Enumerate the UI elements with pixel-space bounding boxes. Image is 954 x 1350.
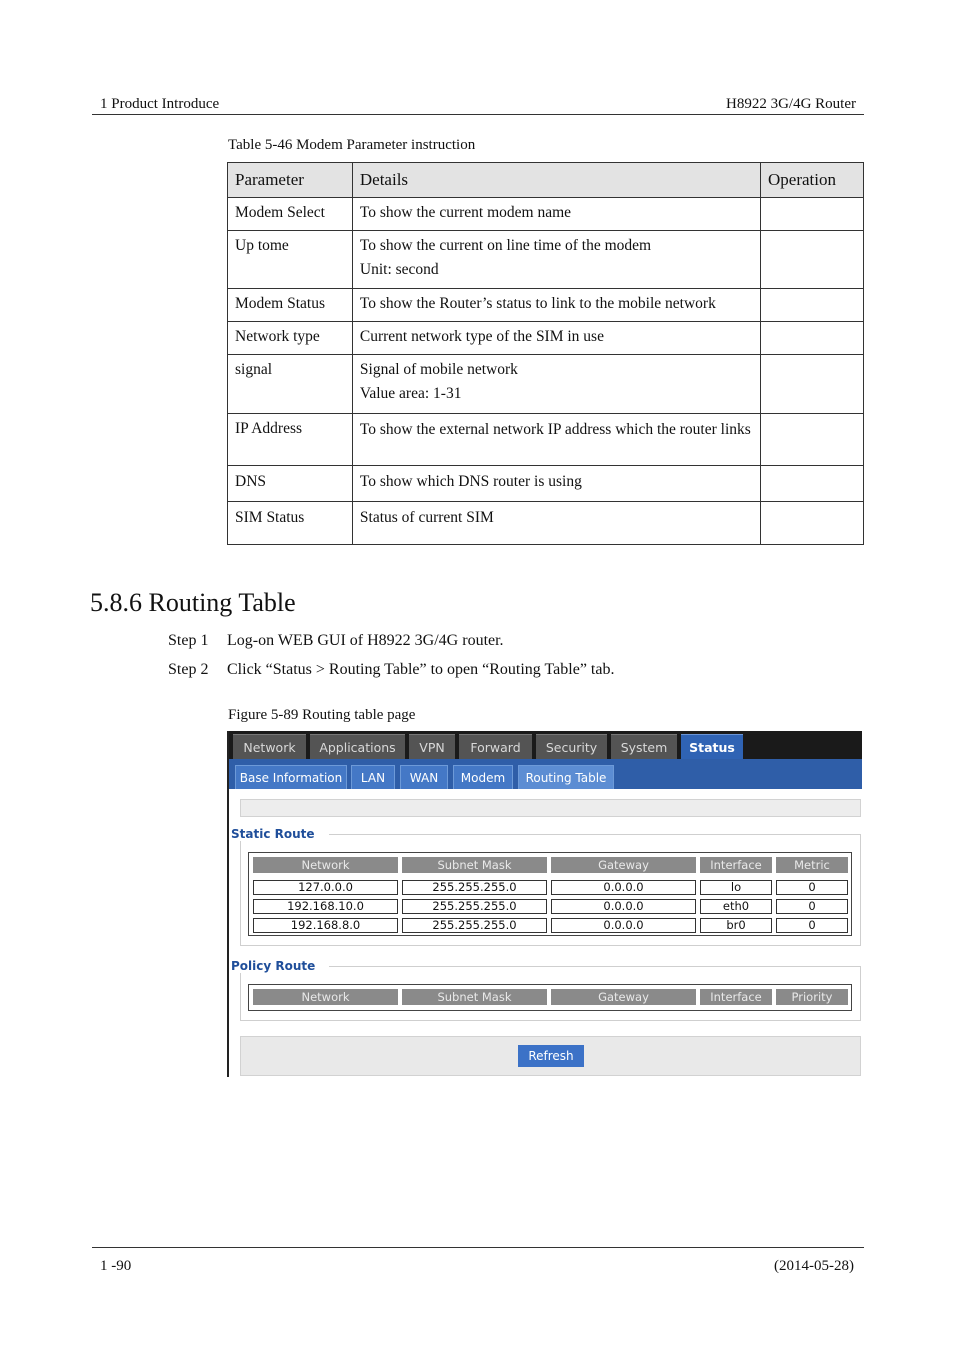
static-col-network: Network xyxy=(253,857,398,873)
step-number: Step 1 xyxy=(168,632,209,649)
cell-parameter: Modem Select xyxy=(228,198,353,231)
policy-route-legend: Policy Route xyxy=(231,959,319,973)
cell-details xyxy=(352,414,760,466)
policy-col-interface: Interface xyxy=(700,989,772,1005)
routing-table-screenshot xyxy=(227,731,862,1077)
table-row xyxy=(228,289,864,322)
cell-operation xyxy=(761,289,864,322)
table-cell: 0.0.0.0 xyxy=(551,899,696,914)
info-bar xyxy=(240,799,861,817)
step-number: Step 2 xyxy=(168,661,209,678)
policy-col-subnet-mask: Subnet Mask xyxy=(402,989,547,1005)
cell-operation xyxy=(761,198,864,231)
table-row xyxy=(228,355,864,414)
cell-parameter: DNS xyxy=(228,466,353,502)
cell-details xyxy=(352,289,760,322)
col-header-parameter: Parameter xyxy=(228,163,353,198)
table-cell: br0 xyxy=(700,918,772,933)
cell-parameter: SIM Status xyxy=(228,502,353,545)
cell-details xyxy=(352,322,760,355)
footer-divider xyxy=(92,1247,864,1248)
figure-caption: Figure 5-89 Routing table page xyxy=(228,707,416,723)
step-1 xyxy=(168,632,504,650)
step-text: Click “Status > Routing Table” to open “Routing Table” tab. xyxy=(227,661,615,678)
cell-parameter: Up tome xyxy=(228,231,353,289)
table-cell: lo xyxy=(700,880,772,895)
subtab-routing-table[interactable]: Routing Table xyxy=(518,765,614,789)
table-cell: 0 xyxy=(776,899,848,914)
refresh-button[interactable]: Refresh xyxy=(518,1045,584,1067)
table-header-row xyxy=(228,163,864,198)
sub-nav-bar xyxy=(229,759,862,789)
cell-operation xyxy=(761,322,864,355)
details-line: To show which DNS router is using xyxy=(359,473,582,490)
policy-col-gateway: Gateway xyxy=(551,989,696,1005)
details-line: Signal of mobile network xyxy=(359,361,518,378)
page-header-left: 1 Product Introduce xyxy=(100,96,220,112)
table-cell: 255.255.255.0 xyxy=(402,918,547,933)
policy-route-table xyxy=(248,984,852,1011)
cell-operation xyxy=(761,466,864,502)
subtab-lan[interactable]: LAN xyxy=(351,765,395,789)
table-cell: 255.255.255.0 xyxy=(402,899,547,914)
cell-details xyxy=(352,231,760,289)
table-cell: 0 xyxy=(776,918,848,933)
table-cell: 255.255.255.0 xyxy=(402,880,547,895)
table-cell: eth0 xyxy=(700,899,772,914)
cell-details xyxy=(352,502,760,545)
main-nav-bar xyxy=(229,731,862,759)
cell-parameter: signal xyxy=(228,355,353,414)
tab-security[interactable]: Security xyxy=(536,734,607,759)
page-number: 1 -90 xyxy=(100,1258,132,1274)
static-col-metric: Metric xyxy=(776,857,848,873)
table-cell: 192.168.8.0 xyxy=(253,918,398,933)
static-route-table xyxy=(248,852,852,936)
static-col-interface: Interface xyxy=(700,857,772,873)
step-2 xyxy=(168,661,614,679)
tab-system[interactable]: System xyxy=(611,734,677,759)
table-cell: 127.0.0.0 xyxy=(253,880,398,895)
table-row xyxy=(228,322,864,355)
cell-details xyxy=(352,466,760,502)
step-text: Log-on WEB GUI of H8922 3G/4G router. xyxy=(227,632,504,649)
cell-details xyxy=(352,355,760,414)
tab-applications[interactable]: Applications xyxy=(310,734,405,759)
details-line: To show the external network IP address which the router links xyxy=(359,421,751,438)
cell-operation xyxy=(761,355,864,414)
static-col-gateway: Gateway xyxy=(551,857,696,873)
table-cell: 0.0.0.0 xyxy=(551,880,696,895)
details-line: Current network type of the SIM in use xyxy=(359,328,604,345)
cell-operation xyxy=(761,414,864,466)
header-divider xyxy=(92,114,864,115)
details-line: To show the current modem name xyxy=(359,204,572,221)
details-line: Status of current SIM xyxy=(359,509,494,526)
subtab-modem[interactable]: Modem xyxy=(453,765,513,789)
policy-col-network: Network xyxy=(253,989,398,1005)
table-cell: 0.0.0.0 xyxy=(551,918,696,933)
table-row xyxy=(228,198,864,231)
table-cell: 192.168.10.0 xyxy=(253,899,398,914)
details-line: To show the current on line time of the modem xyxy=(359,237,652,254)
details-line: Value area: 1-31 xyxy=(359,385,462,402)
cell-parameter: Network type xyxy=(228,322,353,355)
table-cell: 0 xyxy=(776,880,848,895)
cell-parameter: Modem Status xyxy=(228,289,353,322)
static-col-subnet-mask: Subnet Mask xyxy=(402,857,547,873)
policy-col-priority: Priority xyxy=(776,989,848,1005)
cell-operation xyxy=(761,231,864,289)
document-date: (2014-05-28) xyxy=(774,1258,854,1274)
subtab-base-information[interactable]: Base Information xyxy=(235,765,347,789)
subtab-wan[interactable]: WAN xyxy=(400,765,448,789)
section-title: 5.8.6 Routing Table xyxy=(90,588,296,617)
table-caption: Table 5-46 Modem Parameter instruction xyxy=(228,137,476,153)
static-route-legend: Static Route xyxy=(231,827,319,841)
col-header-details: Details xyxy=(352,163,760,198)
table-row xyxy=(228,466,864,502)
details-line: Unit: second xyxy=(359,261,439,278)
tab-forward[interactable]: Forward xyxy=(459,734,532,759)
details-line: To show the Router’s status to link to the mobile network xyxy=(359,295,716,312)
cell-details xyxy=(352,198,760,231)
modem-parameter-table xyxy=(227,162,864,545)
page-header-right: H8922 3G/4G Router xyxy=(726,96,856,112)
table-row xyxy=(228,231,864,289)
col-header-operation: Operation xyxy=(761,163,864,198)
tab-network[interactable]: Network xyxy=(233,734,306,759)
cell-operation xyxy=(761,502,864,545)
table-row xyxy=(228,502,864,545)
tab-vpn[interactable]: VPN xyxy=(409,734,455,759)
cell-parameter: IP Address xyxy=(228,414,353,466)
tab-status[interactable]: Status xyxy=(681,734,743,759)
table-row xyxy=(228,414,864,466)
